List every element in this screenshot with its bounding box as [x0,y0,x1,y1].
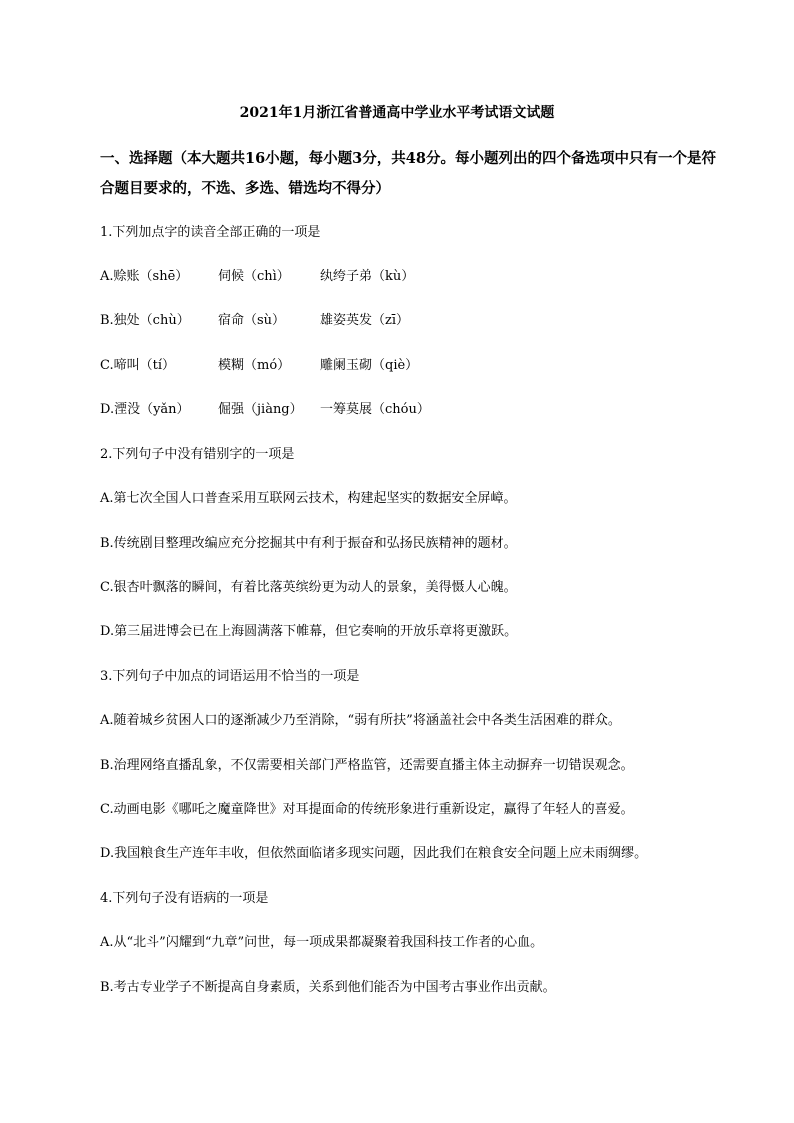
question-4-option-b: B.考古专业学子不断提高自身素质，关系到他们能否为中国考古事业作出贡献。 [100,980,556,995]
option-b-part-2: 宿命（sù） [218,313,286,328]
question-1-stem: 1.下列加点字的读音全部正确的一项是 [100,225,321,240]
option-d-part-2: 倔强（jiàng） [218,402,303,417]
option-a-part-1: A.赊账（shē） [100,269,189,284]
question-2-option-c: C.银杏叶飘落的瞬间，有着比落英缤纷更为动人的景象，美得慑人心魄。 [100,580,517,595]
document-title: 2021年1月浙江省普通高中学业水平考试语文试题 [239,105,555,121]
option-c-part-1: C.啼叫（tí） [100,358,175,373]
section-heading: 一、选择题（本大题共16小题，每小题3分，共48分。每小题列出的四个备选项中只有一个是符合题目要求的，不选、多选、错选均不得分） [100,150,716,197]
question-3-option-a: A.随着城乡贫困人口的逐渐减少乃至消除，“弱有所扶”将涵盖社会中各类生活困难的群众。 [100,713,621,728]
question-3-option-d: D.我国粮食生产连年丰收，但依然面临诸多现实问题，因此我们在粮食安全问题上应未雨绸缪。 [100,846,648,861]
question-3-option-b: B.治理网络直播乱象，不仅需要相关部门严格监管，还需要直播主体主动摒弃一切错误观念。 [100,758,634,773]
option-d-part-3: 一筹莫展（chóu） [320,402,430,417]
option-a-part-3: 纨绔子弟（kù） [320,269,415,284]
question-2-option-b: B.传统剧目整理改编应充分挖掘其中有利于振奋和弘扬民族精神的题材。 [100,536,517,551]
question-2-stem: 2.下列句子中没有错别字的一项是 [100,447,295,462]
option-c-part-3: 雕阑玉砌（qiè） [320,358,419,373]
option-a-part-2: 伺候（chì） [218,269,290,284]
option-d-part-1: D.湮没（yǎn） [100,402,190,417]
question-3-option-c: C.动画电影《哪吒之魔童降世》对耳提面命的传统形象进行重新设定，赢得了年轻人的喜爱。 [100,802,634,817]
question-1-option-b [100,311,409,331]
question-2-option-a: A.第七次全国人口普查采用互联网云技术，构建起坚实的数据安全屏嶂。 [100,491,517,506]
question-1-option-a [100,267,414,287]
option-b-part-1: B.独处（chù） [100,313,190,328]
question-1-option-d [100,400,430,420]
question-4-stem: 4.下列句子没有语病的一项是 [100,891,269,906]
question-3-stem: 3.下列句子中加点的词语运用不恰当的一项是 [100,669,360,684]
question-2-option-d: D.第三届进博会已在上海圆满落下帷幕，但它奏响的开放乐章将更激跃。 [100,624,518,639]
option-b-part-3: 雄姿英发（zī） [320,313,410,328]
option-c-part-2: 模糊（mó） [218,358,291,373]
question-4-option-a: A.从“北斗”闪耀到“九章”问世，每一项成果都凝聚着我国科技工作者的心血。 [100,935,544,950]
question-1-option-c [100,356,418,376]
